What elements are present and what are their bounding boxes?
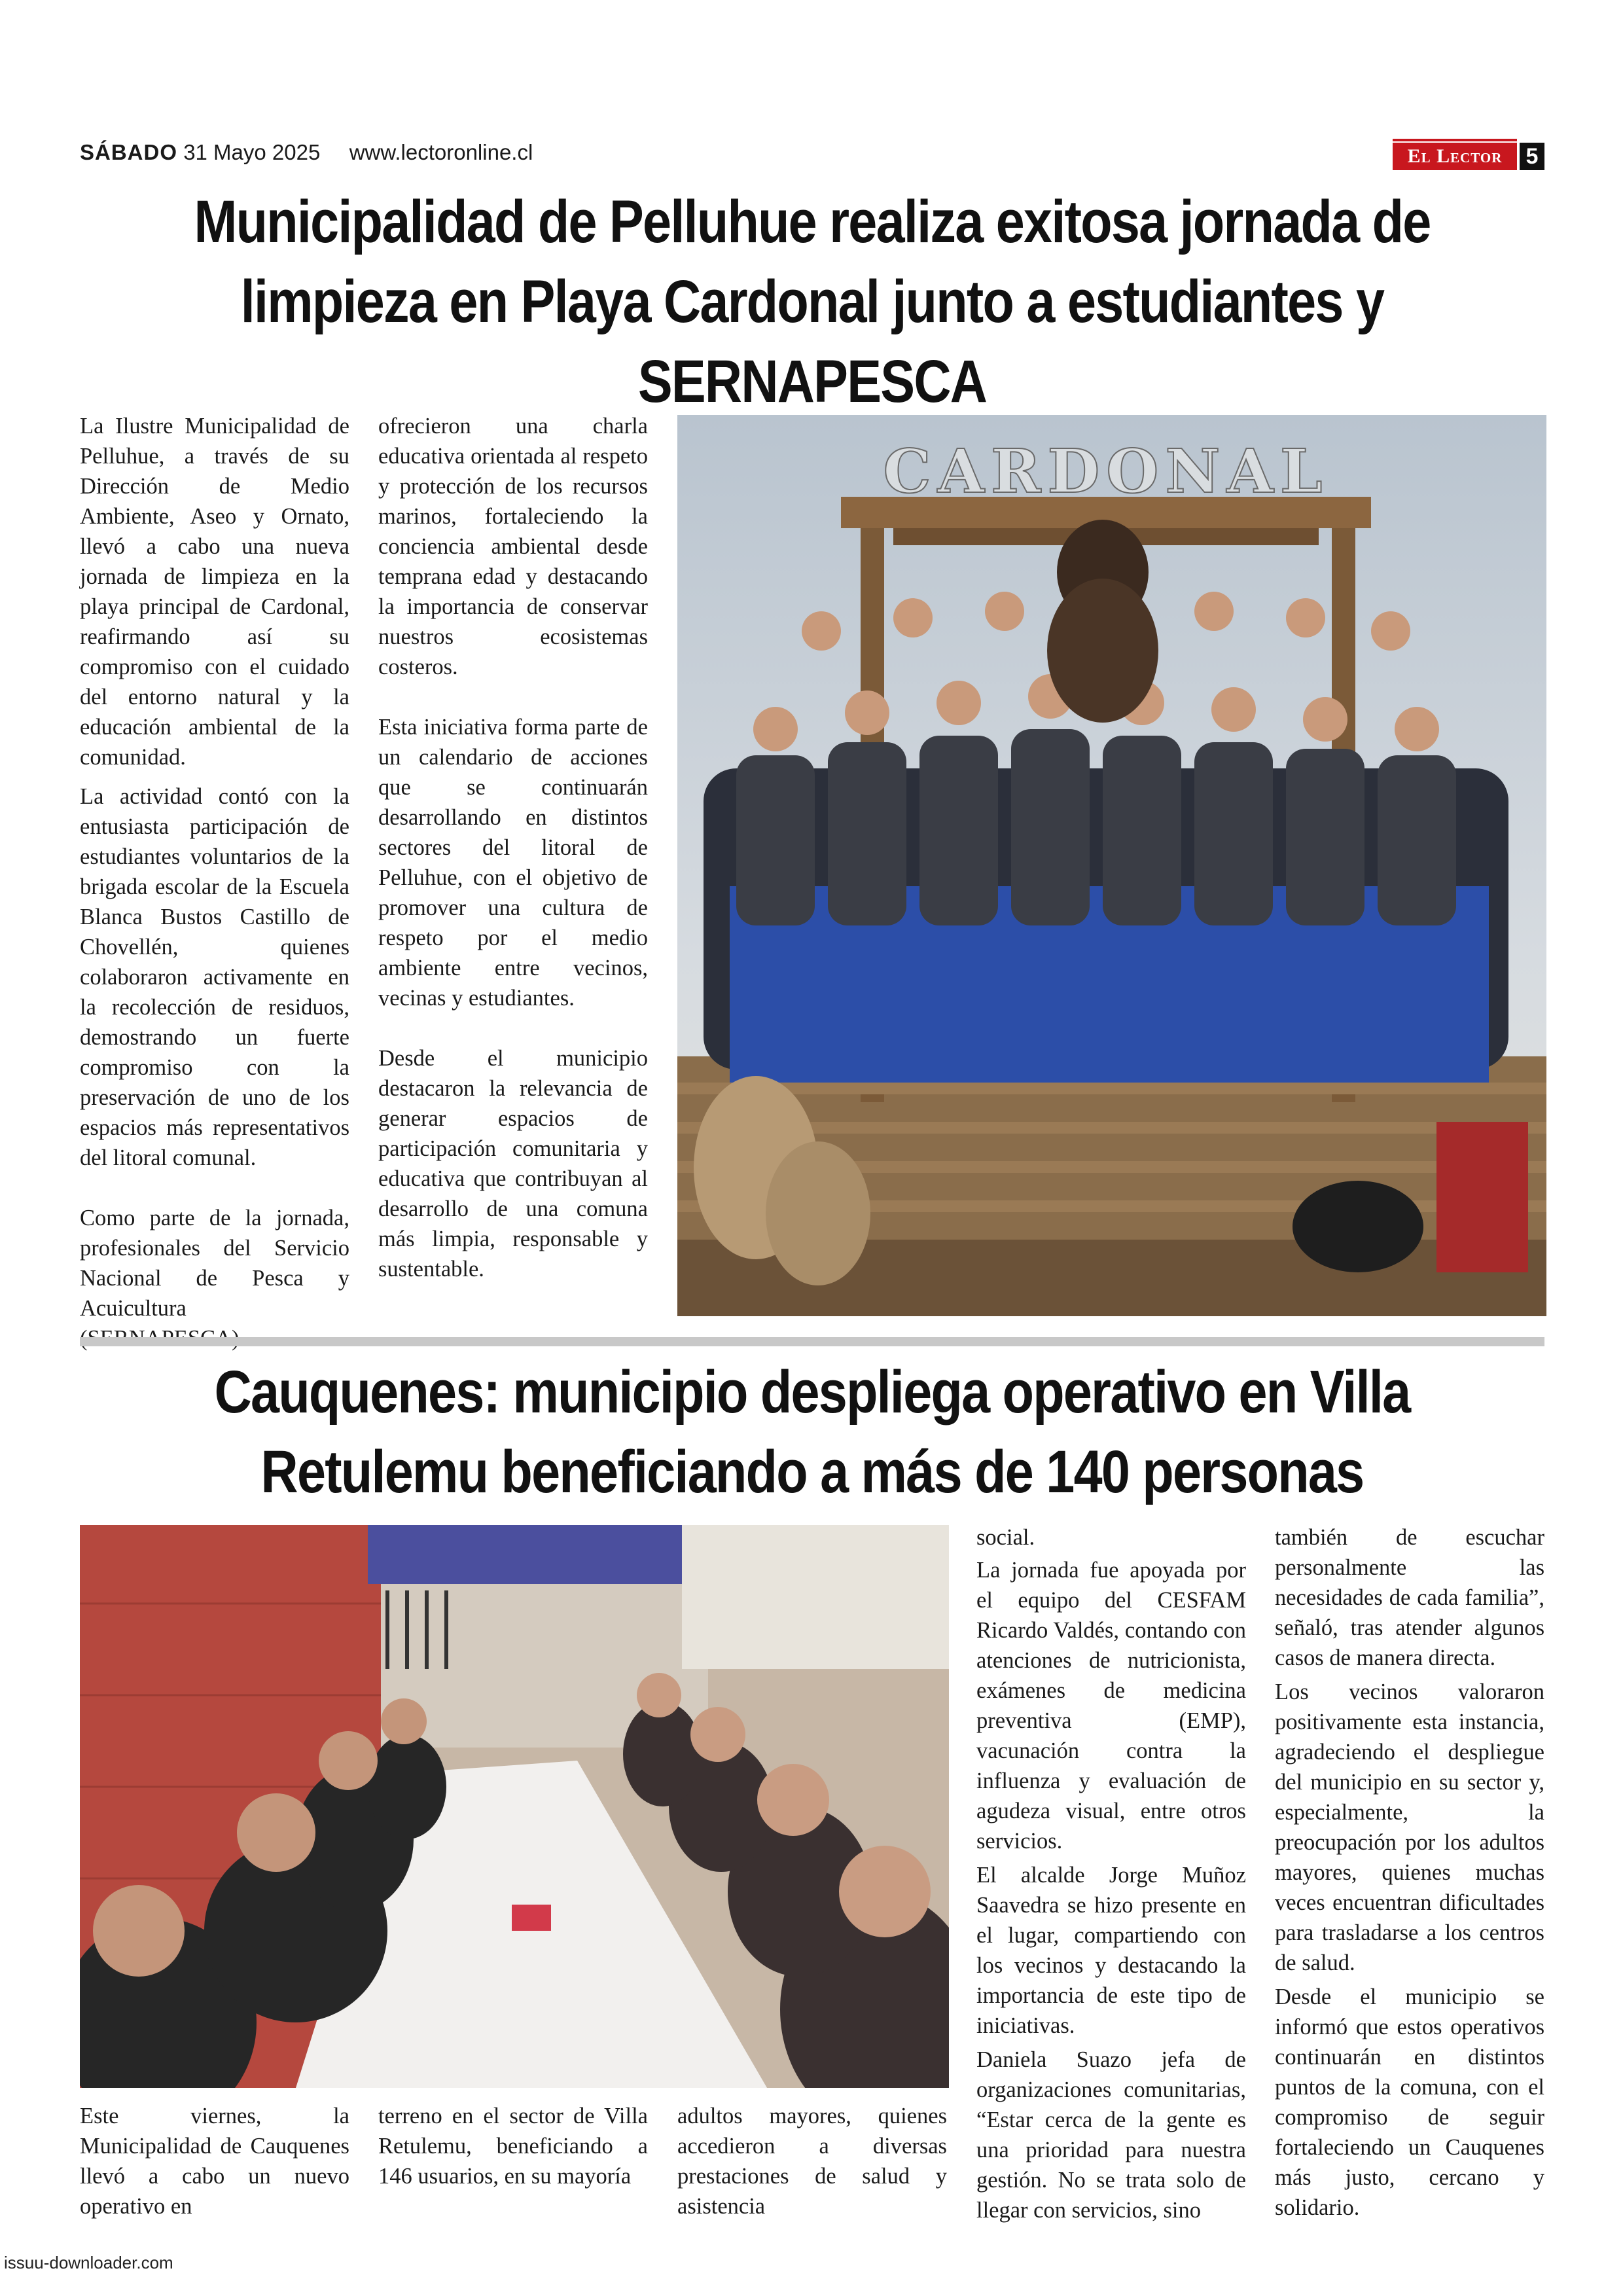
article1-column-1 — [80, 411, 349, 1363]
article2-column-3 — [677, 2101, 947, 2231]
article2-column-1 — [80, 2101, 349, 2231]
article2-col5-paragraph: Desde el municipio se informó que estos operativos continuarán en distintos puntos de la comuna, con el compromiso de seguir fortaleciendo un Cauquenes más justo, cercano y solidario. — [1275, 1984, 1544, 2220]
article2-col4-paragraph: social. — [976, 1525, 1035, 1550]
article1-column-2 — [378, 411, 648, 1293]
article2-column-5 — [1275, 1522, 1544, 2232]
article2-headline: Cauquenes: municipio despliega operativo en Villa Retulemu beneficiando a más de 140 personas — [214, 1359, 1410, 1505]
cardonal-sign-text: CARDONAL — [883, 436, 1329, 507]
article2-col4-paragraph: La jornada fue apoyada por el equipo del CESFAM Ricardo Valdés, contando con atenciones de nutricionista, exámenes de medicina preventiva (EMP), vacunación contra la influenza y evaluación de agudeza visual, entre otros servicios. — [976, 1558, 1246, 1854]
article2-column-4 — [976, 1522, 1246, 2234]
article1-col1-paragraph: La Ilustre Municipalidad de Pelluhue, a través de su Dirección de Medio Ambiente, Aseo y Ornato, llevó a cabo una nueva jornada de limpieza en la playa principal de Cardonal, reafirmando así su compromiso con el cuidado del entorno natural y la educación ambiental de la comunidad. — [80, 414, 349, 770]
article2-column-2 — [378, 2101, 648, 2200]
article1-headline: Municipalidad de Pelluhue realiza exitosa jornada de limpieza en Playa Cardonal junto a estudiantes y SERNAPESCA — [194, 188, 1431, 415]
article2-col4-paragraph: El alcalde Jorge Muñoz Saavedra se hizo presente en el lugar, compartiendo con los vecinos y destacando la importancia de este tipo de iniciativas. — [976, 1863, 1246, 2038]
header-date: 31 Mayo 2025 — [183, 140, 321, 164]
article1-col2-paragraph: Esta iniciativa forma parte de un calendario de acciones que se continuarán desarrollando en distintos sectores del litoral de Pelluhue, con el objetivo de promover una cultura de respeto por el medio ambiente entre vecinos, vecinas y estudiantes. — [378, 715, 648, 1011]
header-website[interactable]: www.lectoronline.cl — [349, 140, 533, 164]
article2-col3-paragraph: adultos mayores, quienes accedieron a diversas prestaciones de salud y asistencia — [677, 2104, 947, 2219]
article1-col1-paragraph: La actividad contó con la entusiasta participación de estudiantes voluntarios de la brigada escolar de la Escuela Blanca Bustos Castillo de Chovellén, quienes colaboraron activamente en la recolección de residuos, demostrando un fuerte compromiso con la preservación de uno de los espacios más representativos del litoral comunal. — [80, 784, 349, 1170]
article2-col5-paragraph: Los vecinos valoraron positivamente esta instancia, agradeciendo el despliegue del municipio en su sector y, especialmente, la preocupación por los adultos mayores, quienes muchas veces encuentran dificultades para trasladarse a los centros de salud. — [1275, 1679, 1544, 1975]
header-day: SÁBADO — [80, 140, 178, 164]
article1-col2-paragraph: Desde el municipio destacaron la relevancia de generar espacios de participación comunitaria y educativa que contribuyan al desarrollo de una comuna más limpia, responsable y sustentable. — [378, 1046, 648, 1282]
page-number: 5 — [1520, 143, 1544, 170]
article1-col2-paragraph: ofrecieron una charla educativa orientada al respeto y protección de los recursos marinos, fortaleciendo la conciencia ambiental desde temprana edad y destacando la importancia de conservar nuestros ecosistemas costeros. — [378, 414, 648, 679]
article2-col2-paragraph: terreno en el sector de Villa Retulemu, beneficiando a 146 usuarios, en su mayoría — [378, 2104, 648, 2189]
watermark: issuu-downloader.com — [4, 2253, 173, 2272]
article1-photo-cardonal — [677, 415, 1546, 1316]
publication-logo: El Lector — [1393, 143, 1517, 170]
article2-col1-paragraph: Este viernes, la Municipalidad de Cauquenes llevó a cabo un nuevo operativo en — [80, 2104, 349, 2219]
article2-col5-paragraph: también de escuchar personalmente las necesidades de cada familia”, señaló, tras atender algunos casos de manera directa. — [1275, 1525, 1544, 1670]
article2-photo-operativo — [80, 1525, 949, 2088]
page-header-dateline — [80, 140, 533, 173]
article1-col1-paragraph: Como parte de la jornada, profesionales del Servicio Nacional de Pesca y Acuicultura — [80, 1206, 349, 1321]
article2-col4-paragraph: Daniela Suazo jefa de organizaciones comunitarias, “Estar cerca de la gente es una prioridad para nuestra gestión. No se trata solo de llegar con servicios, sino — [976, 2047, 1246, 2223]
article-separator — [80, 1337, 1544, 1346]
